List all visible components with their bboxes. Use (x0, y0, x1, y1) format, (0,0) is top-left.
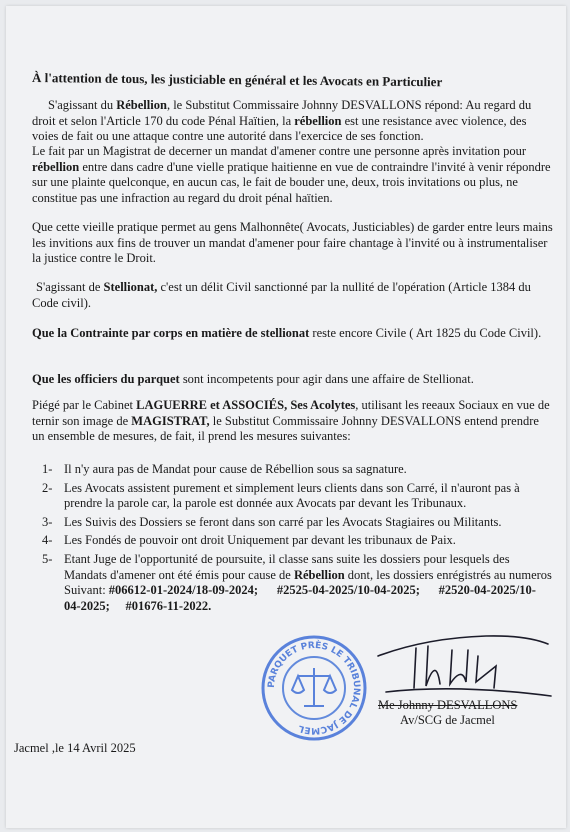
scales-of-justice-icon (292, 668, 336, 706)
official-seal-stamp (260, 634, 368, 742)
list-item: 5- Etant Juge de l'opportunité de poursuite, il classe sans suite les dossiers pour lesquels des Mandats d'amener ont été émis pour cause de Rébellion dont, les dossiers enrégistrés au numeros Suivant: #06612-01-2024/18-09-2024; #2525-04-2025/10-04-2025; #2520-04-2025/10-04-2025; #01676-11-2022. (42, 551, 552, 613)
case-number: #2525-04-2025/10-04-2025; (276, 583, 420, 598)
case-number: #2520-04-2025/10-04-2025; (64, 583, 536, 613)
paragraph-vieille-pratique: Que cette vieille pratique permet au gens Malhonnête( Avocats, Justiciables) de garder entre leurs mains les invitions aux fins de trouver un mandat d'amener pour faire chantage à l'invité ou à instrumentaliser la justice contre le Droit. (32, 220, 553, 266)
case-number: #01676-11-2022. (125, 598, 212, 613)
date-line: Jacmel ,le 14 Avril 2025 (14, 741, 136, 755)
paragraph-mandat-practice: Le fait par un Magistrat de decerner un mandat d'amener contre une personne après invitation pour rébellion entre dans cadre d'une vielle pratique haitienne en vue de contraindre l'invité à venir répondre sur une plainte quelconque, en aucun cas, le fait de bouder une, deux, trois invitations ou plus, ne constitue pas une infraction au regard du droit pénal haïtien. (32, 144, 551, 205)
list-item: 4- Les Fondés de pouvoir ont droit Uniquement par devant les tribunaux de Paix. (42, 533, 456, 548)
paragraph-stellionat: S'agissant de Stellionat, c'est un délit Civil sanctionné par la nullité de l'opération (Article 1384 du Code civil). (32, 280, 531, 310)
measures-list (42, 462, 552, 617)
paragraph-laguerre: Piégé par le Cabinet LAGUERRE et ASSOCIÉS, Ses Acolytes, utilisant les reeaux Sociaux en vue de ternir son image de MAGISTRAT, le Substitut Commissaire Johnny DESVALLONS entend prendre un ensemble de mesures, de fait, il prend les mesures suivantes: (32, 398, 550, 444)
document-sheet (6, 6, 566, 828)
signer-title: Av/SCG de Jacmel (400, 713, 495, 727)
case-number: #06612-01-2024/18-09-2024; (108, 583, 259, 598)
paragraph-contrainte: Que la Contrainte par corps en matière de stellionat reste encore Civile ( Art 1825 du Code Civil). (32, 326, 542, 340)
signer-name: Me Johnny DESVALLONS (378, 698, 518, 712)
document-heading: À l'attention de tous, les justiciable en général et les Avocats en Particulier (31, 70, 443, 90)
list-item: 2- Les Avocats assistent purement et simplement leurs clients dans son Carré, il n'auront pas à prendre la parole car, la parole est donnée aux Avocats par devant les Tribunaux. (42, 480, 520, 511)
handwritten-signature (366, 626, 556, 706)
seal-text: PARQUET PRÈS LE TRIBUNAL DE JACMEL (266, 640, 362, 736)
paragraph-officiers: Que les officiers du parquet sont incompetents pour agir dans une affaire de Stellionat. (32, 372, 474, 386)
list-item: 3- Les Suivis des Dossiers se feront dans son carré par les Avocats Stagiaires ou Militants. (42, 514, 502, 529)
paragraph-rebellion-definition: S'agissant du Rébellion, le Substitut Commissaire Johnny DESVALLONS répond: Au regard du droit et selon l'Article 170 du code Pénal Haïtien, la rébellion est une resistance avec violence, des voies de fait ou une attaque contre une autorité dans l'exercice de ses fonction. (32, 98, 532, 144)
signature-block (378, 698, 517, 728)
list-item: 1- Il n'y aura pas de Mandat pour cause de Rébellion sous sa sagnature. (42, 462, 407, 476)
